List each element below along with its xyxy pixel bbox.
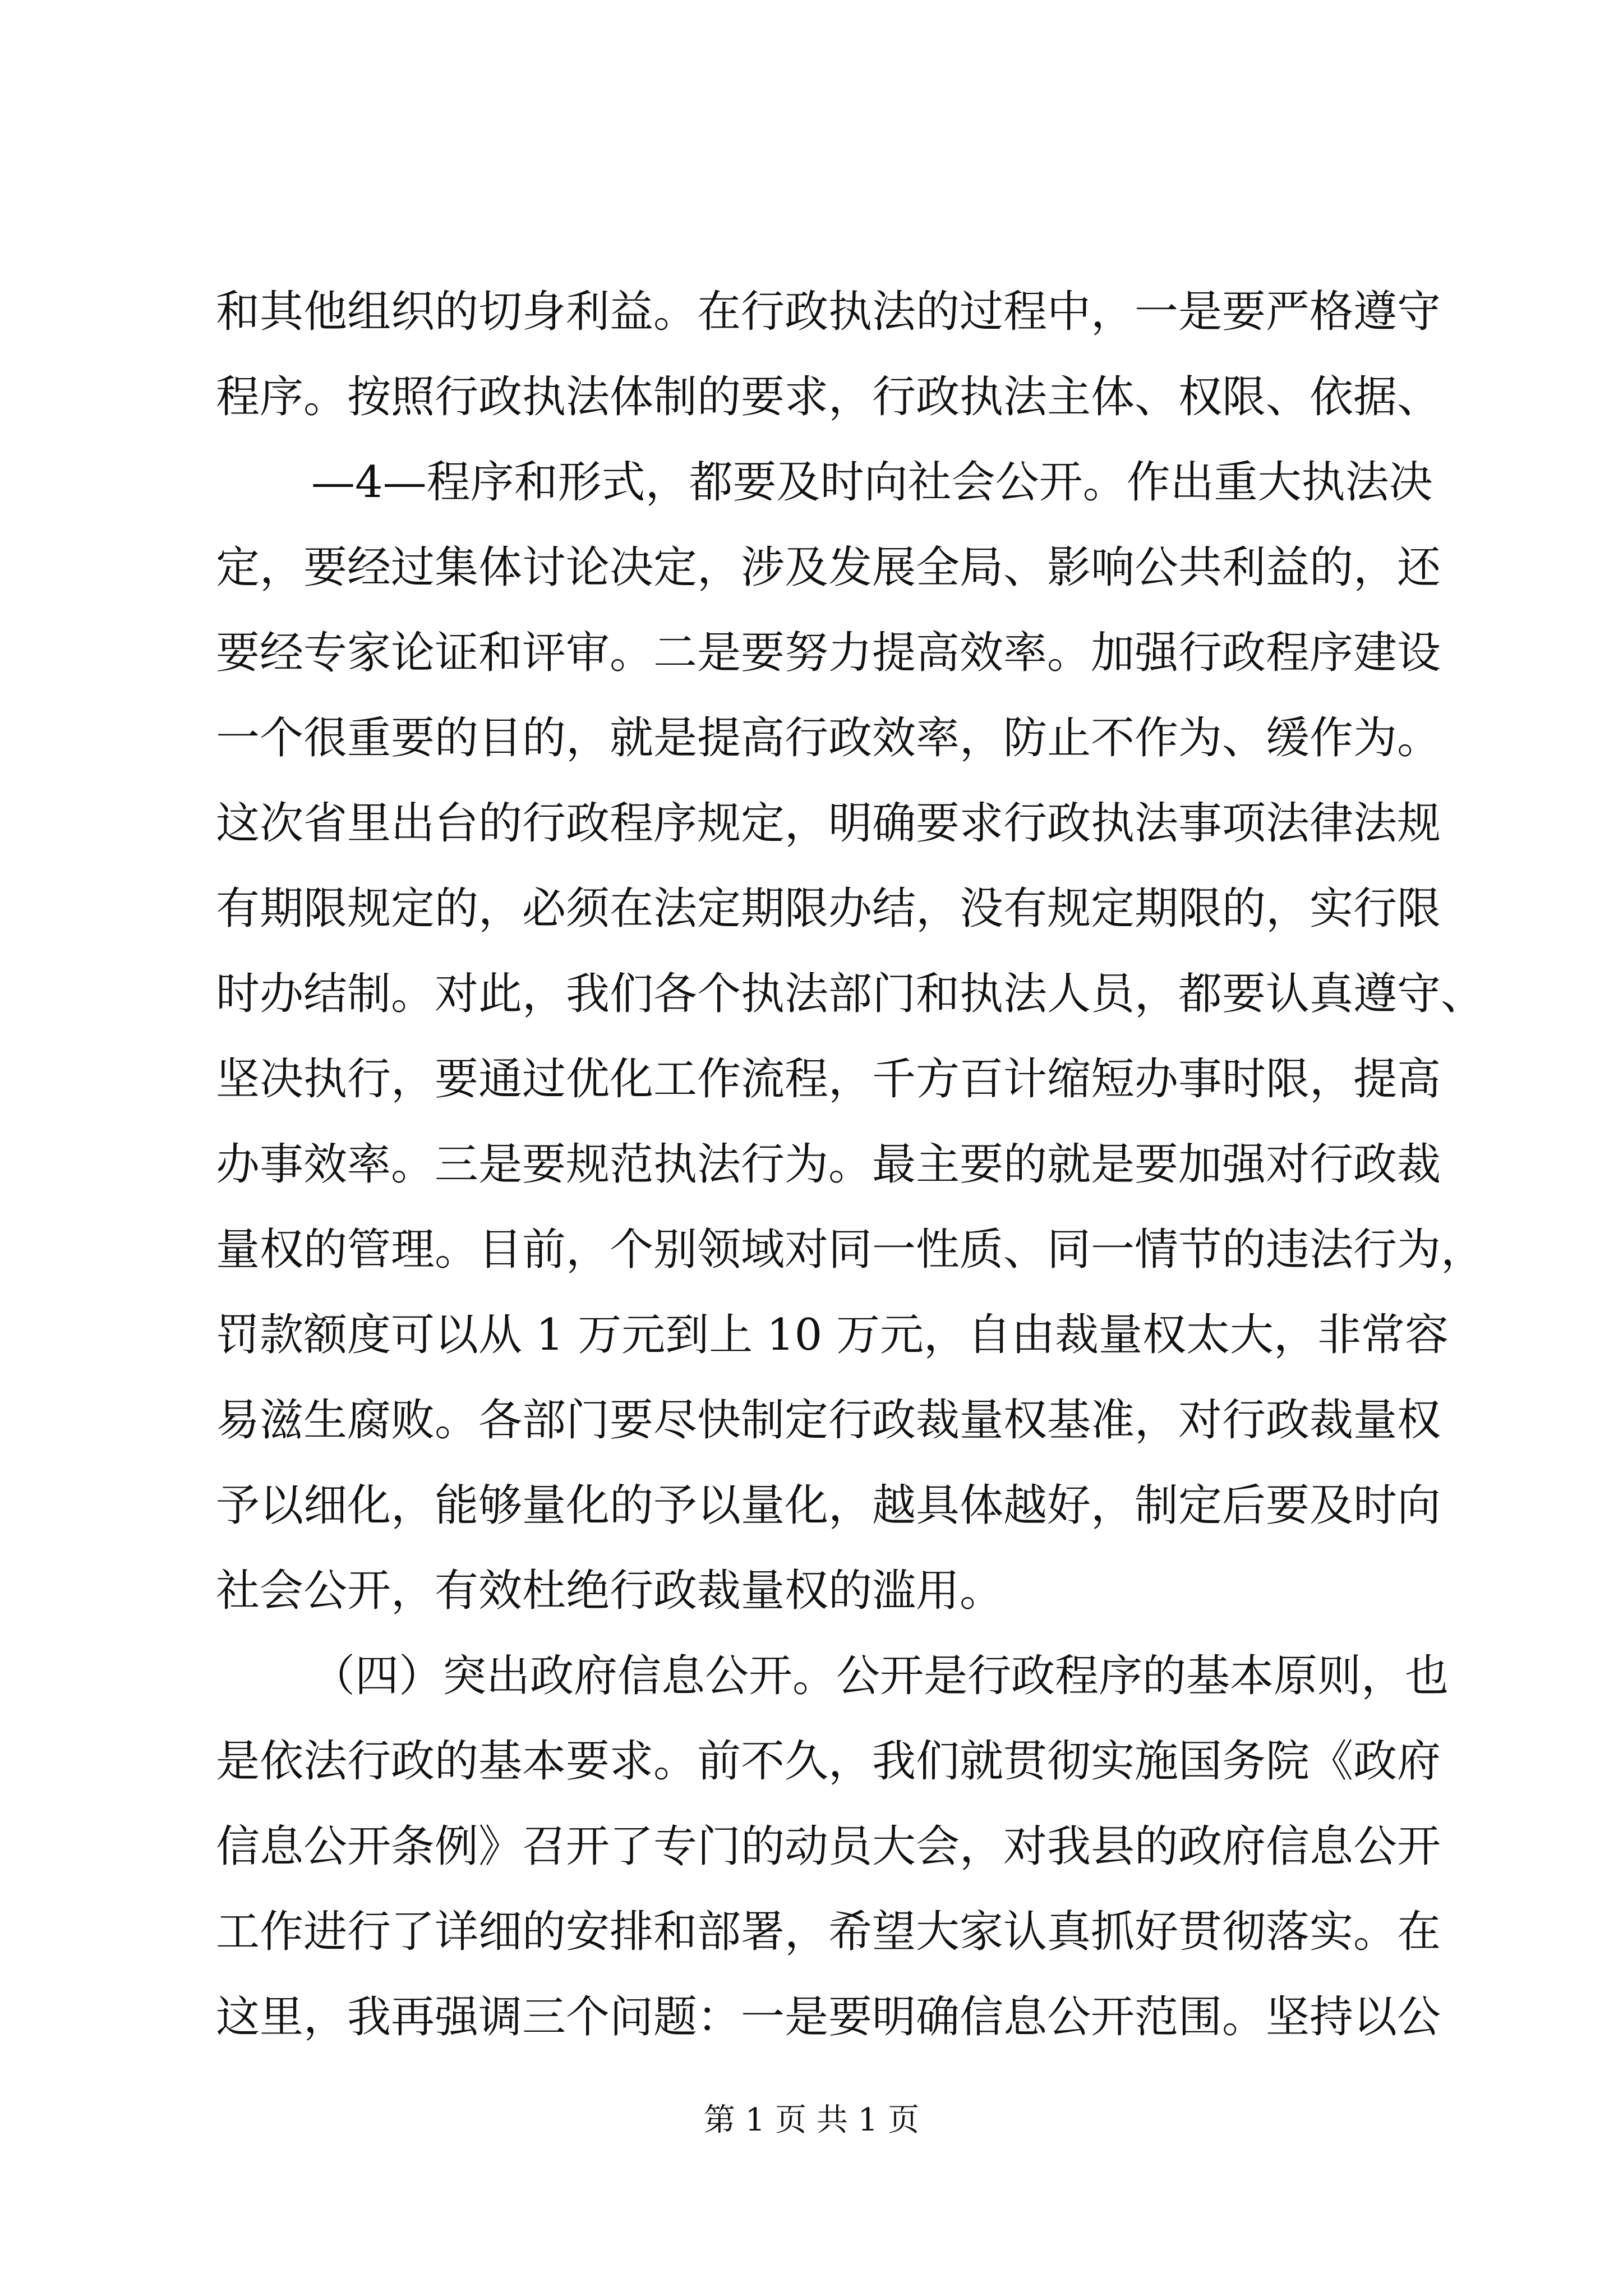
text-line-4: 定，要经过集体讨论决定，涉及发展全局、影响公共利益的，还 (216, 542, 1441, 593)
text-line-18: 是依法行政的基本要求。前不久，我们就贯彻实施国务院《政府 (216, 1736, 1441, 1787)
text-line-8: 有期限规定的，必须在法定期限办结，没有规定期限的，实行限 (216, 884, 1441, 934)
text-line-12: 量权的管理。目前，个别领域对同一性质、同一情节的违法行为， (216, 1225, 1485, 1275)
text-line-10: 坚决执行，要通过优化工作流程，千方百计缩短办事时限，提高 (216, 1054, 1441, 1105)
text-line-19: 信息公开条例》召开了专门的动员大会，对我县的政府信息公开 (216, 1821, 1441, 1872)
text-line-9: 时办结制。对此，我们各个执法部门和执法人员，都要认真遵守、 (216, 969, 1485, 1019)
text-line-15: 予以细化，能够量化的予以量化，越具体越好，制定后要及时向 (216, 1480, 1441, 1531)
text-line-6: 一个很重要的目的，就是提高行政效率，防止不作为、缓作为。 (216, 713, 1441, 763)
text-line-16: 社会公开，有效杜绝行政裁量权的滥用。 (216, 1566, 1004, 1616)
text-line-21: 这里，我再强调三个问题：一是要明确信息公开范围。坚持以公 (216, 1992, 1441, 2042)
text-line-1: 和其他组织的切身利益。在行政执法的过程中，一是要严格遵守 (216, 287, 1441, 337)
text-line-14: 易滋生腐败。各部门要尽快制定行政裁量权基准，对行政裁量权 (216, 1395, 1441, 1446)
page-footer: 第 1 页 共 1 页 (703, 2102, 920, 2138)
text-line-17: （四）突出政府信息公开。公开是行政程序的基本原则，也 (311, 1651, 1449, 1701)
text-line-11: 办事效率。三是要规范执法行为。最主要的就是要加强对行政裁 (216, 1139, 1441, 1190)
text-line-13: 罚款额度可以从 1 万元到上 10 万元，自由裁量权太大，非常容 (216, 1310, 1449, 1360)
text-line-20: 工作进行了详细的安排和部署，希望大家认真抓好贯彻落实。在 (216, 1907, 1441, 1957)
text-line-2: 程序。按照行政执法体制的要求，行政执法主体、权限、依据、 (216, 372, 1441, 422)
text-line-3: —4—程序和形式，都要及时向社会公开。作出重大执法决 (311, 457, 1433, 508)
text-line-7: 这次省里出台的行政程序规定，明确要求行政执法事项法律法规 (216, 798, 1441, 849)
body-text (216, 269, 1485, 2060)
text-line-5: 要经专家论证和评审。二是要努力提高效率。加强行政程序建设 (216, 628, 1441, 678)
